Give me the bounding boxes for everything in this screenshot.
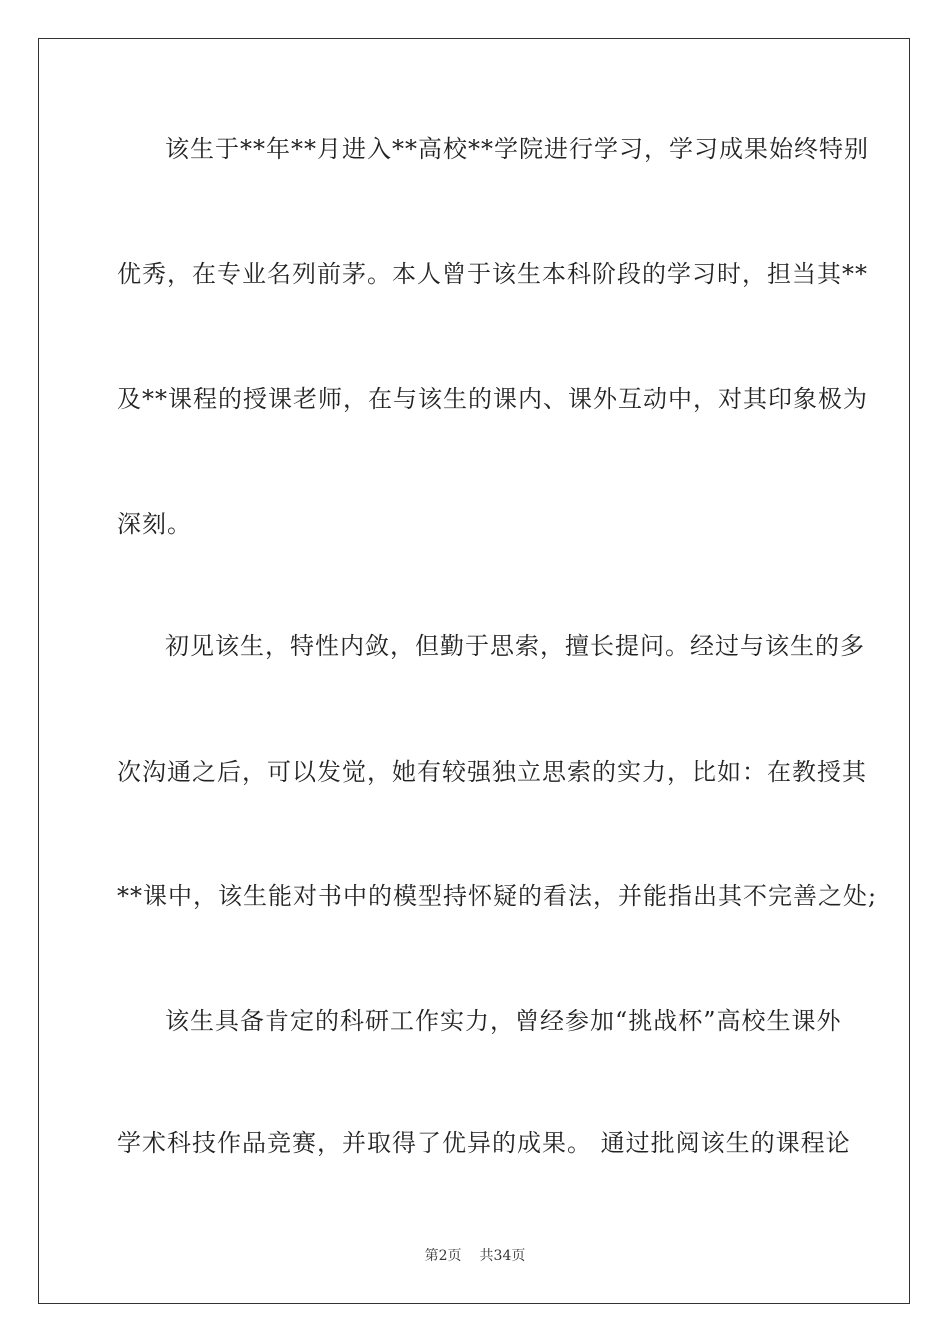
- page-number: 第2页: [424, 1248, 462, 1264]
- paragraph-2-line-2: 次沟通之后，可以发觉，她有较强独立思索的实力，比如：在教授其: [117, 758, 867, 786]
- paragraph-3-line-2: 学术科技作品竞赛，并取得了优异的成果。 通过批阅该生的课程论: [117, 1129, 851, 1157]
- page-total: 共34页: [479, 1248, 526, 1264]
- paragraph-2-line-3: **课中，该生能对书中的模型持怀疑的看法，并能指出其不完善之处;: [117, 882, 878, 910]
- paragraph-1-line-1: 该生于**年**月进入**高校**学院进行学习，学习成果始终特别: [165, 135, 869, 163]
- paragraph-3-line-1: 该生具备肯定的科研工作实力，曾经参加“挑战杯”高校生课外: [165, 1007, 842, 1035]
- paragraph-1-line-3: 及**课程的授课老师，在与该生的课内、课外互动中，对其印象极为: [117, 385, 868, 413]
- paragraph-2-line-1: 初见该生，特性内敛，但勤于思索，擅长提问。经过与该生的多: [165, 632, 865, 660]
- page-border: [38, 38, 910, 1304]
- paragraph-1-line-4: 深刻。: [117, 510, 192, 538]
- page-footer: [0, 1247, 950, 1265]
- paragraph-1-line-2: 优秀，在专业名列前茅。本人曾于该生本科阶段的学习时，担当其**: [117, 260, 868, 288]
